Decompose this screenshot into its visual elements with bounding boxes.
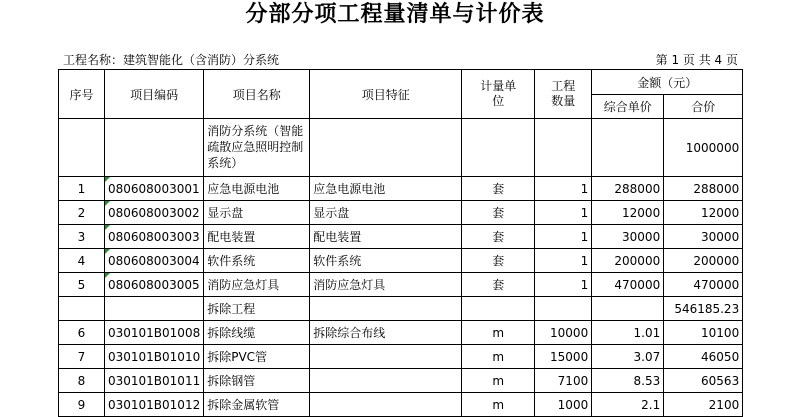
cell-feature: 拆除综合布线 xyxy=(310,321,462,345)
cell-total: 288000 xyxy=(664,177,743,201)
cell-code: 080608003005 xyxy=(105,273,204,297)
cell-name: 消防分系统（智能疏散应急照明控制系统） xyxy=(204,119,310,177)
cell-qty xyxy=(535,297,592,321)
header-unit: 计量单位 xyxy=(462,70,535,119)
table-row xyxy=(59,321,743,345)
cell-code: 030101B01011 xyxy=(105,369,204,393)
cell-unit: 套 xyxy=(462,273,535,297)
table-row xyxy=(59,393,743,417)
cell-code: 030101B01012 xyxy=(105,393,204,417)
table-row xyxy=(59,369,743,393)
header-total: 合价 xyxy=(664,95,743,119)
cell-unit: 套 xyxy=(462,177,535,201)
header-name: 项目名称 xyxy=(204,70,310,119)
table-row xyxy=(59,201,743,225)
cell-name: 拆除金属软管 xyxy=(204,393,310,417)
cell-total: 470000 xyxy=(664,273,743,297)
cell-name: 配电装置 xyxy=(204,225,310,249)
cell-price: 30000 xyxy=(592,225,664,249)
cell-unit xyxy=(462,119,535,177)
cell-code: 080608003001 xyxy=(105,177,204,201)
cell-seq: 5 xyxy=(59,273,105,297)
cell-total: 10100 xyxy=(664,321,743,345)
cell-name: 应急电源电池 xyxy=(204,177,310,201)
page-indicator: 第 1 页 共 4 页 xyxy=(655,53,738,67)
cell-qty: 1 xyxy=(535,249,592,273)
cell-unit: m xyxy=(462,369,535,393)
header-unit-price: 综合单价 xyxy=(592,95,664,119)
cell-name: 拆除工程 xyxy=(204,297,310,321)
cell-name: 显示盘 xyxy=(204,201,310,225)
cell-code: 030101B01010 xyxy=(105,345,204,369)
cell-qty xyxy=(535,119,592,177)
cell-total: 12000 xyxy=(664,201,743,225)
page-title: 分部分项工程量清单与计价表 xyxy=(245,2,545,27)
header-qty: 工程数量 xyxy=(535,70,592,119)
cell-seq: 6 xyxy=(59,321,105,345)
table-row xyxy=(59,297,743,321)
cell-code xyxy=(105,119,204,177)
cell-total: 200000 xyxy=(664,249,743,273)
bill-of-quantities-table xyxy=(58,69,743,417)
table-row xyxy=(59,249,743,273)
cell-name: 拆除PVC管 xyxy=(204,345,310,369)
cell-qty: 15000 xyxy=(535,345,592,369)
cell-name: 拆除钢管 xyxy=(204,369,310,393)
cell-feature: 应急电源电池 xyxy=(310,177,462,201)
project-name: 工程名称：建筑智能化（含消防）分系统 xyxy=(63,53,280,67)
cell-feature xyxy=(310,393,462,417)
cell-price: 3.07 xyxy=(592,345,664,369)
cell-seq: 8 xyxy=(59,369,105,393)
table-row xyxy=(59,345,743,369)
cell-price xyxy=(592,119,664,177)
cell-unit: 套 xyxy=(462,201,535,225)
cell-feature xyxy=(310,297,462,321)
table-row xyxy=(59,225,743,249)
cell-price: 470000 xyxy=(592,273,664,297)
cell-qty: 1 xyxy=(535,177,592,201)
cell-code xyxy=(105,297,204,321)
cell-code: 080608003002 xyxy=(105,201,204,225)
cell-name: 消防应急灯具 xyxy=(204,273,310,297)
cell-qty: 1 xyxy=(535,273,592,297)
header-code: 项目编码 xyxy=(105,70,204,119)
cell-feature xyxy=(310,345,462,369)
cell-qty: 1 xyxy=(535,225,592,249)
cell-qty: 10000 xyxy=(535,321,592,345)
cell-price: 1.01 xyxy=(592,321,664,345)
cell-price: 12000 xyxy=(592,201,664,225)
cell-name: 拆除线缆 xyxy=(204,321,310,345)
cell-unit: m xyxy=(462,321,535,345)
cell-qty: 1000 xyxy=(535,393,592,417)
cell-seq: 2 xyxy=(59,201,105,225)
cell-seq: 9 xyxy=(59,393,105,417)
cell-total: 2100 xyxy=(664,393,743,417)
cell-feature xyxy=(310,369,462,393)
cell-price: 288000 xyxy=(592,177,664,201)
cell-seq: 1 xyxy=(59,177,105,201)
table-row xyxy=(59,273,743,297)
cell-unit: m xyxy=(462,345,535,369)
header-feature: 项目特征 xyxy=(310,70,462,119)
cell-qty: 7100 xyxy=(535,369,592,393)
cell-seq: 7 xyxy=(59,345,105,369)
cell-total: 30000 xyxy=(664,225,743,249)
cell-seq: 4 xyxy=(59,249,105,273)
cell-feature: 消防应急灯具 xyxy=(310,273,462,297)
cell-seq: 3 xyxy=(59,225,105,249)
cell-feature: 显示盘 xyxy=(310,201,462,225)
cell-feature: 软件系统 xyxy=(310,249,462,273)
cell-unit: 套 xyxy=(462,249,535,273)
cell-unit xyxy=(462,297,535,321)
cell-code: 080608003003 xyxy=(105,225,204,249)
table-row xyxy=(59,177,743,201)
cell-total: 1000000 xyxy=(664,119,743,177)
cell-feature xyxy=(310,119,462,177)
cell-seq xyxy=(59,119,105,177)
cell-price: 8.53 xyxy=(592,369,664,393)
cell-code: 080608003004 xyxy=(105,249,204,273)
cell-feature: 配电装置 xyxy=(310,225,462,249)
cell-price: 2.1 xyxy=(592,393,664,417)
header-amount: 金额（元） xyxy=(592,70,743,95)
cell-total: 546185.23 xyxy=(664,297,743,321)
cell-price xyxy=(592,297,664,321)
cell-code: 030101B01008 xyxy=(105,321,204,345)
cell-total: 46050 xyxy=(664,345,743,369)
table-row xyxy=(59,119,743,177)
cell-unit: m xyxy=(462,393,535,417)
cell-name: 软件系统 xyxy=(204,249,310,273)
cell-total: 60563 xyxy=(664,369,743,393)
cell-qty: 1 xyxy=(535,201,592,225)
cell-price: 200000 xyxy=(592,249,664,273)
cell-unit: 套 xyxy=(462,225,535,249)
cell-seq xyxy=(59,297,105,321)
header-seq: 序号 xyxy=(59,70,105,119)
